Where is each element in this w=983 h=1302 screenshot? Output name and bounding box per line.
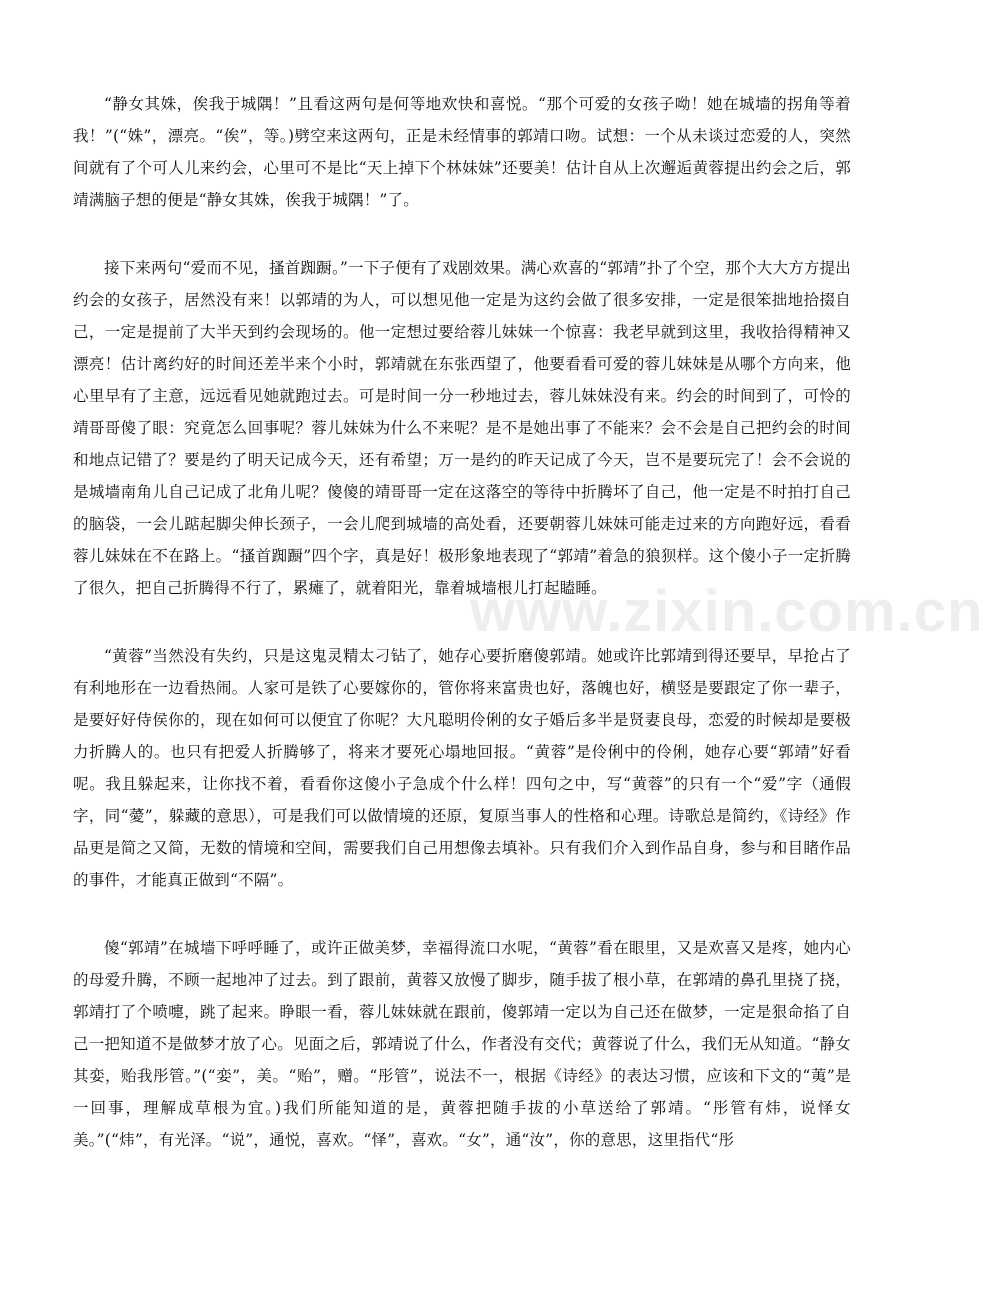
document-page <box>73 88 851 1156</box>
watermark: www.zixin.com.cn <box>470 579 983 644</box>
paragraph-2: 接下来两句“爱而不见，搔首踟蹰。”一下子便有了戏剧效果。满心欢喜的“郭靖”扑了个空，那个大大方方提出约会的女孩子，居然没有来！以郭靖的为人，可以想见他一定是为这约会做了很多安排，一定是很笨拙地拾掇自己，一定是提前了大半天到约会现场的。他一定想过要给蓉儿妹妹一个惊喜：我老早就到这里，我收拾得精神又漂亮！估计离约好的时间还差半来个小时，郭靖就在东张西望了，他要看看可爱的蓉儿妹妹是从哪个方向来，他心里早有了主意，远远看见她就跑过去。可是时间一分一秒地过去，蓉儿妹妹没有来。约会的时间到了，可怜的靖哥哥傻了眼：究竟怎么回事呢？蓉儿妹妹为什么不来呢？是不是她出事了不能来？会不会是自己把约会的时间和地点记错了？要是约了明天记成今天，还有希望；万一是约的昨天记成了今天，岂不是要玩完了！会不会说的是城墙南角儿自己记成了北角儿呢？傻傻的靖哥哥一定在这落空的等待中折腾坏了自己，他一定是不时拍打自己的脑袋，一会儿踮起脚尖伸长颈子，一会儿爬到城墙的高处看，还要朝蓉儿妹妹可能走过来的方向跑好远，看看蓉儿妹妹在不在路上。“搔首踟蹰”四个字，真是好！极形象地表现了“郭靖”着急的狼狈样。这个傻小子一定折腾了很久，把自己折腾得不行了，累瘫了，就着阳光，靠着城墙根儿打起瞌睡。 <box>73 259 851 597</box>
paragraph-1: “静女其姝，俟我于城隅！”且看这两句是何等地欢快和喜悦。“那个可爱的女孩子呦！她在城墙的拐角等着我！”(“姝”，漂亮。“俟”，等。)劈空来这两句，正是未经情事的郭靖口吻。试想：一个从未谈过恋爱的人，突然间就有了个可人儿来约会，心里可不是比“天上掉下个林妹妹”还要美！估计自从上次邂逅黄蓉提出约会之后，郭靖满脑子想的便是“静女其姝，俟我于城隅！”了。 <box>73 95 851 209</box>
paragraph-3: “黄蓉”当然没有失约，只是这鬼灵精太刁钻了，她存心要折磨傻郭靖。她或许比郭靖到得还要早，早抢占了有利地形在一边看热闹。人家可是铁了心要嫁你的，管你将来富贵也好，落魄也好，横竖是要跟定了你一辈子，是要好好侍侯你的，现在如何可以便宜了你呢？大凡聪明伶俐的女子婚后多半是贤妻良母，恋爱的时候却是要极力折腾人的。也只有把爱人折腾够了，将来才要死心塌地回报。“黄蓉”是伶俐中的伶俐，她存心要“郭靖”好看呢。我且躲起来，让你找不着，看看你这傻小子急成个什么样！四句之中，写“黄蓉”的只有一个“爱”字（通假字，同“薆”，躲藏的意思），可是我们可以做情境的还原，复原当事人的性格和心理。诗歌总是简约，《诗经》作品更是简之又简，无数的情境和空间，需要我们自己用想像去填补。只有我们介入到作品自身，参与和目睹作品的事件，才能真正做到“不隔”。 <box>73 647 851 889</box>
paragraph-4: 傻“郭靖”在城墙下呼呼睡了，或许正做美梦，幸福得流口水呢，“黄蓉”看在眼里，又是欢喜又是疼，她内心的母爱升腾，不顾一起地冲了过去。到了跟前，黄蓉又放慢了脚步，随手拔了根小草，在郭靖的鼻孔里挠了挠，郭靖打了个喷嚏，跳了起来。睁眼一看，蓉儿妹妹就在跟前，傻郭靖一定以为自己还在做梦，一定是狠命掐了自己一把知道不是做梦才放了心。见面之后，郭靖说了什么，作者没有交代；黄蓉说了什么，我们无从知道。“静女其娈，贻我彤管。”(“娈”，美。“贻”，赠。“彤管”，说法不一，根据《诗经》的表达习惯，应该和下文的“荑”是一回事，理解成草根为宜。)我们所能知道的是，黄蓉把随手拔的小草送给了郭靖。“彤管有炜，说怿女美。”(“炜”，有光泽。“说”，通悦，喜欢。“怿”，喜欢。“女”，通“汝”，你的意思，这里指代“彤 <box>73 939 851 1149</box>
